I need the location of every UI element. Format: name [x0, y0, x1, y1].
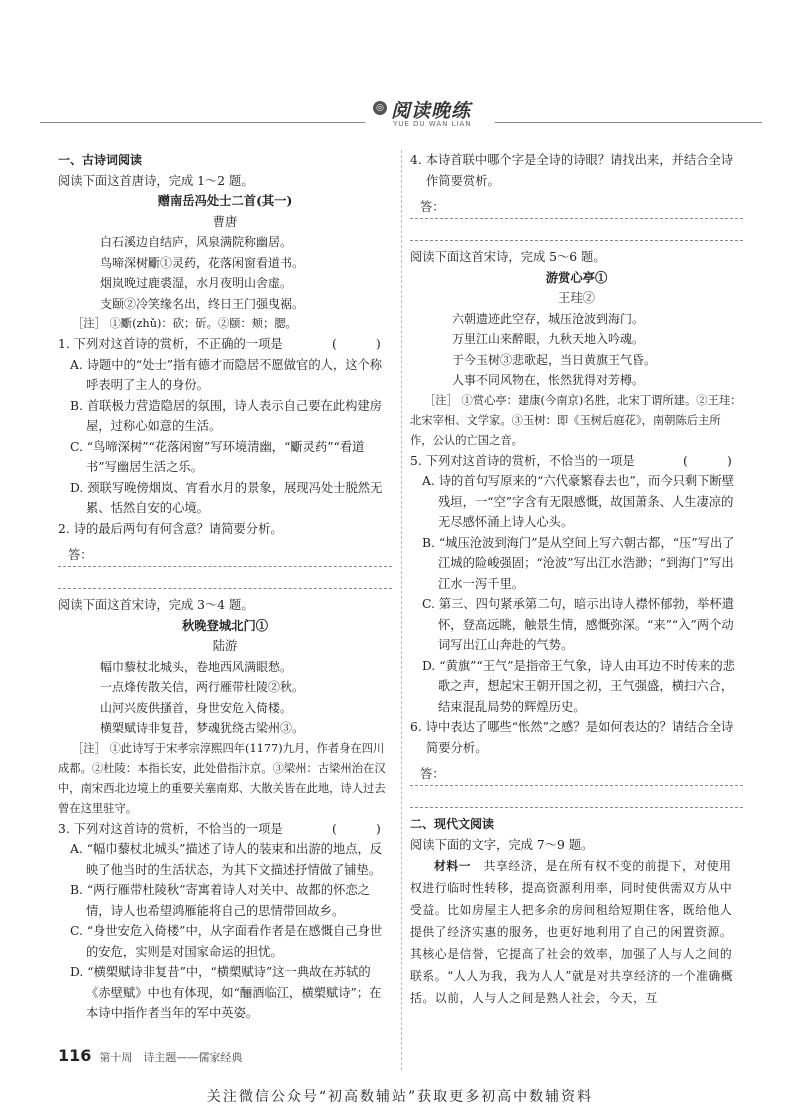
option: C. 第三、四句紧承第二句，暗示出诗人襟怀郁勃，举杯遣怀，登高远眺，触景生情，感慨弥深。“来”“入”两个动词写出江山奔赴的气势。: [422, 597, 734, 652]
page-header: [40, 94, 762, 134]
section-heading: 一、古诗词阅读: [58, 153, 143, 167]
poem-line: 万里江山来醉眼，九秋天地入吟魂。: [452, 332, 645, 346]
section-heading: 二、现代文阅读: [410, 817, 495, 831]
poem-line: 一点烽传散关信，两行雁带杜陵②秋。: [100, 680, 305, 694]
question-6: 6. 诗中表达了哪些“怅然”之感？是如何表达的？请结合全诗简要分析。: [410, 720, 734, 755]
header-logo: [365, 94, 495, 134]
poem-line: 人事不同风物在，怅然犹得对芳樽。: [452, 373, 645, 387]
poem-title: 游赏心亭①: [545, 269, 608, 285]
poem-note: ［注］ ①斸(zhǔ)：砍；斫。②颐：颊；腮。: [72, 317, 297, 330]
poem-line: 横槊赋诗非复昔，梦魂犹绕古梁州③。: [100, 721, 305, 735]
poem-line: 白石溪边自结庐，风泉满院称幽居。: [100, 235, 293, 249]
poem-title: 秋晚登城北门①: [181, 617, 269, 633]
instruction: 阅读下面这首唐诗，完成 1～2 题。: [58, 173, 254, 188]
option: D. “横槊赋诗非复昔”中，“横槊赋诗”这一典故在苏轼的《赤壁赋》中也有体现，如“酾酒临江，横槊赋诗”；在本诗中指作者当年的军中英姿。: [70, 965, 382, 1020]
page-number: 116: [58, 1046, 92, 1065]
option: A. 诗题中的“处士”指有德才而隐居不愿做官的人，这个称呼表明了主人的身份。: [70, 357, 383, 392]
logo-icon: ◎: [373, 101, 387, 115]
answer-line[interactable]: 答：: [410, 197, 743, 219]
poem-note: ［注］ ①此诗写于宋孝宗淳熙四年(1177)九月，作者身在四川成都。②杜陵：本指长安，此处借指汴京。③梁州：古梁州治在汉中，南宋西北边境上的重要关塞南郑、大散关皆在此地，诗人过去曾在这里驻守。: [58, 741, 386, 815]
header-subtitle: YUE DU WAN LIAN: [393, 120, 472, 128]
answer-line[interactable]: 答：: [410, 764, 743, 786]
right-column: [410, 150, 743, 1009]
option: C. “鸟啼深树”“花落闲窗”写环境清幽，“斸灵药”“看道书”写幽居生活之乐。: [70, 439, 365, 474]
option: A. “幅巾藜杖北城头”描述了诗人的装束和出游的地点，反映了他当时的生活状态，为其下文描述抒情做了铺垫。: [70, 842, 383, 877]
poem-author: 曹唐: [212, 214, 238, 229]
option: C. “身世安危入倚楼”中，从字面看作者是在感慨自己身世的安危，实则是对国家命运的担忧。: [70, 924, 383, 959]
instruction: 阅读下面这首宋诗，完成 5～6 题。: [410, 250, 606, 264]
option: B. 首联极力营造隐居的氛围，诗人表示自己要在此构建房屋，过称心如意的生活。: [70, 398, 382, 433]
answer-line[interactable]: [410, 219, 743, 241]
answer-line[interactable]: [58, 567, 392, 589]
question-2: 2. 诗的最后两句有何含意？请简要分析。: [58, 521, 283, 536]
instruction: 阅读下面这首宋诗，完成 3～4 题。: [58, 598, 254, 612]
header-title: 阅读晚练: [391, 100, 472, 122]
option: D. 颈联写晚傍烟岚、宵看水月的景象，展现冯处士脱然无累、恬然自安的心境。: [70, 480, 383, 515]
poem-author: 陆游: [212, 639, 238, 653]
question-3: 3. 下列对这首诗的赏析，不恰当的一项是 ( ): [58, 819, 392, 840]
answer-bracket[interactable]: [348, 334, 392, 355]
poem-line: 鸟啼深树斸①灵药，花落闲窗看道书。: [100, 255, 305, 270]
poem-line: 山河兴废供搔首，身世安危入倚楼。: [100, 700, 293, 715]
option: B. “两行雁带杜陵秋”寄寓着诗人对关中、故都的怀恋之情，诗人也希望鸿雁能将自己的思情带回故乡。: [70, 883, 370, 918]
option: D. “黄旗”“王气”是指帝王气象，诗人由耳边不时传来的悲歌之声，想起宋王朝开国之初，王气强盛，横扫六合，结束混乱局势的辉煌历史。: [422, 658, 735, 714]
poem-author: 王珪②: [558, 291, 595, 305]
material-text: 材料一 共享经济，是在所有权不变的前提下，对使用权进行临时性转移，提高资源利用率，同时使供需双方从中受益。比如房屋主人把多余的房间租给短期住客，既给他人提供了经济实惠的服务，也更好地利用了自己的闲置资源。其核心是信誉，它提高了社会的效率，加强了人与人之间的联系。“人人为我，我为人人”就是对共享经济的一个准确概括。以前，人与人之间是熟人社会，今天，互: [410, 859, 734, 1005]
instruction: 阅读下面的文字，完成 7～9 题。: [410, 837, 594, 852]
option: B. “城压沧波到海门”是从空间上写六朝古都，“压”写出了江城的险峻强固；“沧波”写出江水浩渺；“到海门”写出江水一泻千里。: [422, 535, 735, 591]
answer-bracket[interactable]: [348, 819, 392, 840]
question-4: 4. 本诗首联中哪个字是全诗的诗眼？请找出来，并结合全诗作简要赏析。: [410, 153, 734, 188]
answer-line[interactable]: [410, 786, 743, 808]
answer-bracket[interactable]: [699, 451, 743, 472]
question-1: 1. 下列对这首诗的赏析，不正确的一项是 ( ): [58, 334, 392, 355]
poem-line: 于今玉树③悲歌起，当日黄旗王气昏。: [452, 352, 657, 367]
poem-note: ［注］ ①赏心亭：建康(今南京)名胜，北宋丁谓所建。②王珪：北宋宰相、文学家。③玉树：即《玉树后庭花》，南朝陈后主所作，公认的亡国之音。: [410, 393, 742, 447]
poem-line: 幅巾藜杖北城头，卷地西风满眼愁。: [100, 659, 293, 674]
column-divider: [401, 150, 402, 1070]
left-column: [58, 150, 392, 1024]
page-footer: [58, 1046, 242, 1065]
poem-line: 支颐②冷笑缘名出，终日王门强曳裾。: [100, 296, 305, 311]
question-5: 5. 下列对这首诗的赏析，不恰当的一项是 ( ): [410, 451, 743, 472]
option: A. 诗的首句写原来的“六代豪繁春去也”，而今只剩下断壁残垣，一“空”字含有无限感慨，故国萧条、人生凄凉的无尽感怀涌上诗人心头。: [422, 474, 735, 529]
material-label: 材料一: [434, 859, 472, 873]
poem-line: 六朝遗迹此空存，城压沧波到海门。: [452, 311, 645, 326]
poem-line: 烟岚晚过鹿裘湿，水月夜明山舍虚。: [100, 276, 293, 290]
answer-line[interactable]: 答：: [58, 545, 392, 567]
promo-watermark: 关注微信公众号“初高数辅站”获取更多初高中数辅资料: [206, 1089, 594, 1105]
footer-text: 第十周 诗主题——儒家经典: [99, 1051, 243, 1064]
poem-title: 赠南岳冯处士二首(其一): [157, 193, 293, 208]
